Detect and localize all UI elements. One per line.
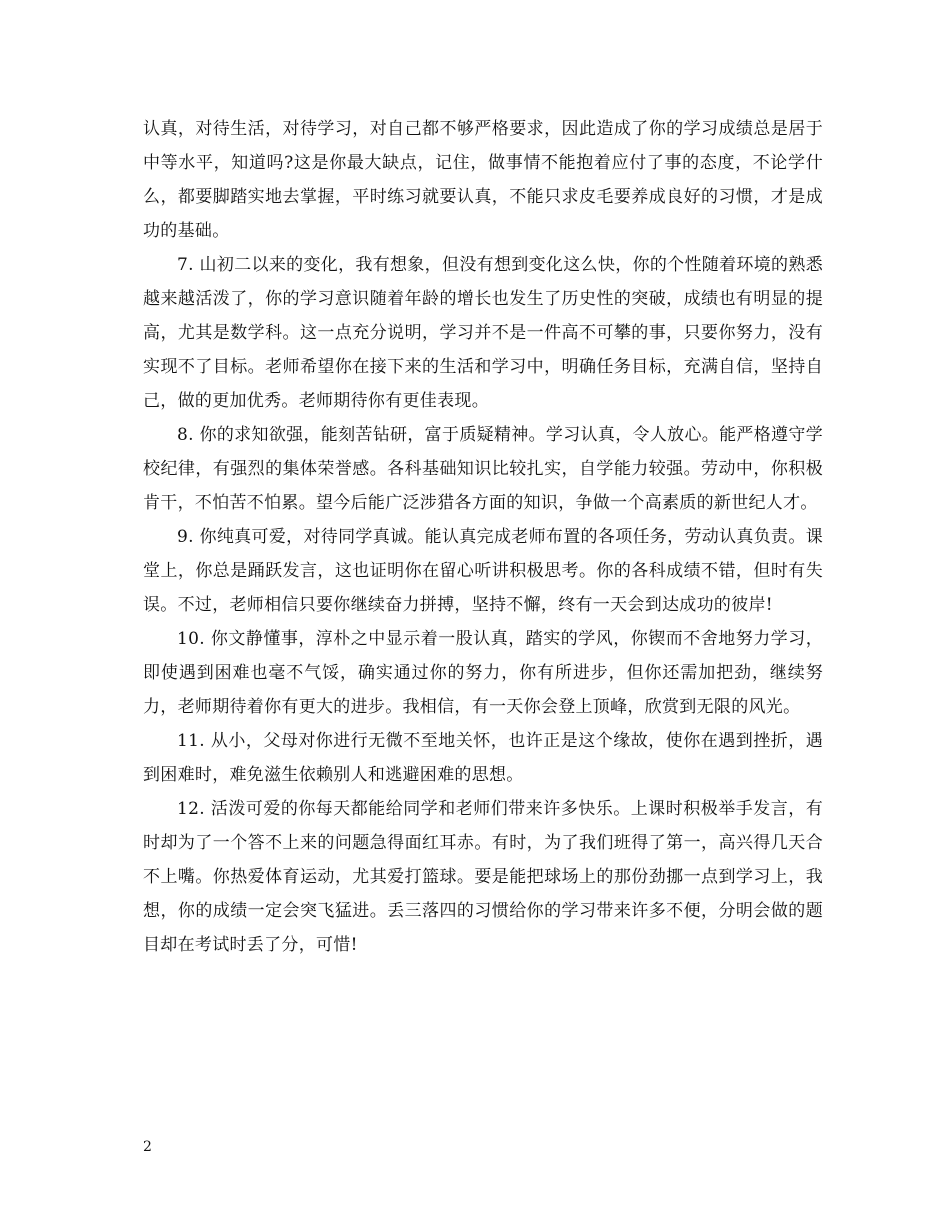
paragraph-item-9: 9. 你纯真可爱，对待同学真诚。能认真完成老师布置的各项任务，劳动认真负责。课堂上，你总是踊跃发言，这也证明你在留心听讲积极思考。你的各科成绩不错，但时有失误。不过，老师相信只要你继续奋力拼搏，坚持不懈，终有一天会到达成功的彼岸! — [143, 527, 823, 615]
page-number: 2 — [143, 1139, 152, 1155]
paragraph-item-8: 8. 你的求知欲强，能刻苦钻研，富于质疑精神。学习认真，令人放心。能严格遵守学校纪律，有强烈的集体荣誉感。各科基础知识比较扎实，自学能力较强。劳动中，你积极肯干，不怕苦不怕累。望今后能广泛涉猎各方面的知识，争做一个高素质的新世纪人才。 — [143, 425, 823, 513]
paragraph-item-11: 11. 从小，父母对你进行无微不至地关怀，也许正是这个缘故，使你在遇到挫折，遇到困难时，难免滋生依赖别人和逃避困难的思想。 — [143, 731, 823, 785]
paragraph-item-12: 12. 活泼可爱的你每天都能给同学和老师们带来许多快乐。上课时积极举手发言，有时却为了一个答不上来的问题急得面红耳赤。有时，为了我们班得了第一，高兴得几天合不上嘴。你热爱体育运动，尤其爱打篮球。要是能把球场上的那份劲挪一点到学习上，我想，你的成绩一定会突飞猛进。丢三落四的习惯给你的学习带来许多不便，分明会做的题目却在考试时丢了分，可惜! — [143, 799, 823, 955]
document-body — [143, 112, 823, 962]
paragraph-continuation: 认真，对待生活，对待学习，对自己都不够严格要求，因此造成了你的学习成绩总是居于中等水平，知道吗?这是你最大缺点，记住，做事情不能抱着应付了事的态度，不论学什么，都要脚踏实地去掌握，平时练习就要认真，不能只求皮毛要养成良好的习惯，才是成功的基础。 — [143, 119, 823, 241]
paragraph-item-10: 10. 你文静懂事，淳朴之中显示着一股认真，踏实的学风，你锲而不舍地努力学习，即使遇到困难也毫不气馁，确实通过你的努力，你有所进步，但你还需加把劲，继续努力，老师期待着你有更大的进步。我相信，有一天你会登上顶峰，欣赏到无限的风光。 — [143, 629, 823, 717]
paragraph-item-7: 7. 山初二以来的变化，我有想象，但没有想到变化这么快，你的个性随着环境的熟悉越来越活泼了，你的学习意识随着年龄的增长也发生了历史性的突破，成绩也有明显的提高，尤其是数学科。这一点充分说明，学习并不是一件高不可攀的事，只要你努力，没有实现不了目标。老师希望你在接下来的生活和学习中，明确任务目标，充满自信，坚持自己，做的更加优秀。老师期待你有更佳表现。 — [143, 255, 823, 411]
